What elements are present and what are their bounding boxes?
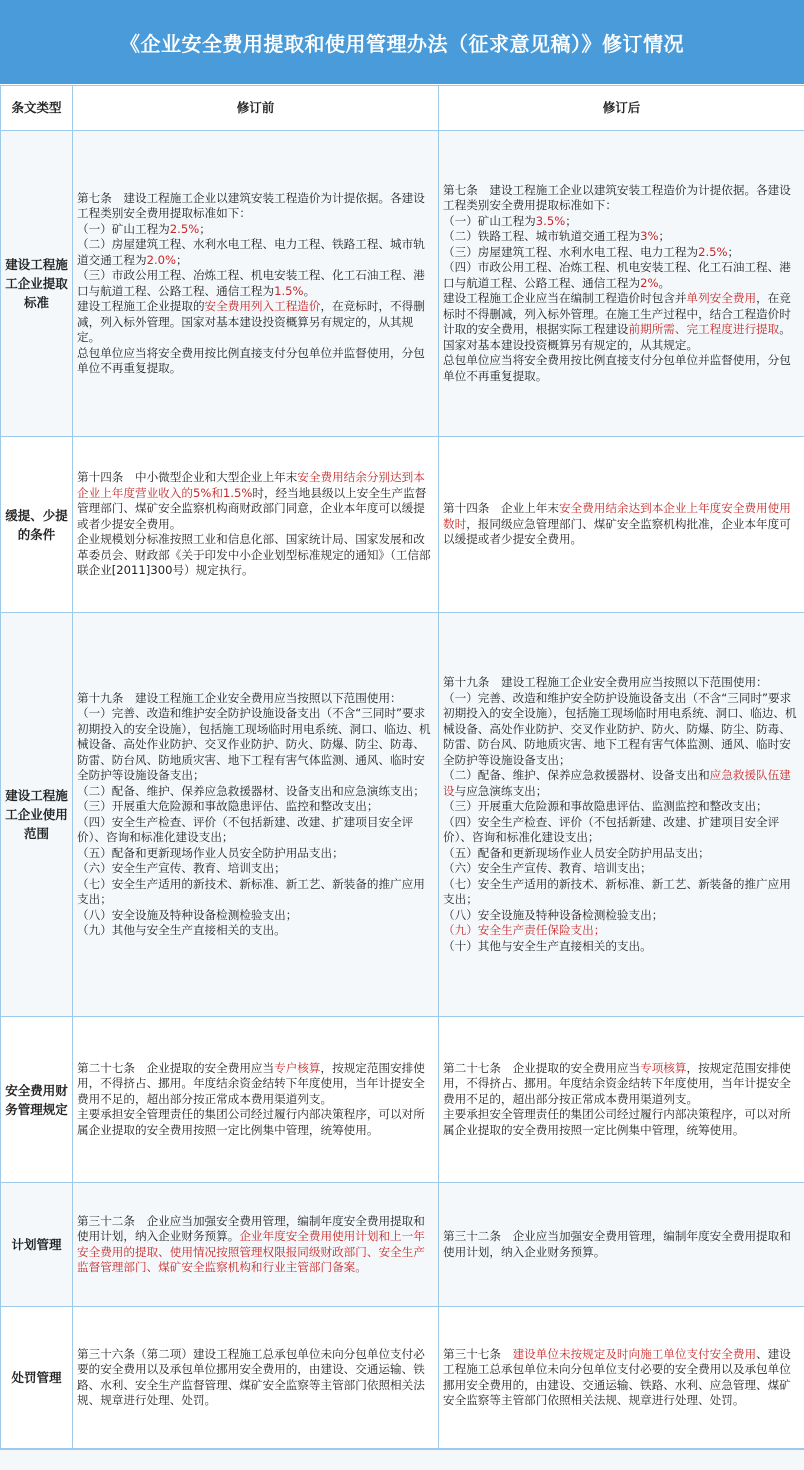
clause-paragraph xyxy=(77,299,434,346)
clause-text: 第十九条 建设工程施工企业安全费用应当按照以下范围使用： xyxy=(77,691,402,705)
clause-text: ，按规定范围安排使用，不得挤占、挪用。年度结余资金结转下年度使用，当年计提安全费用不足的，超出部分按正常成本费用渠道列支。 xyxy=(77,1061,425,1106)
revised-highlight-text: 3.5% xyxy=(536,214,565,228)
table-row xyxy=(1,613,804,1017)
clause-paragraph xyxy=(443,260,800,291)
revised-highlight-text: 建设单位未按规定及时向施工单位支付安全费用 xyxy=(513,1347,756,1361)
table-row xyxy=(1,131,804,437)
clause-text: ； xyxy=(176,253,188,267)
clause-text: （五）配备和更新现场作业人员安全防护用品支出； xyxy=(443,846,710,860)
clause-paragraph xyxy=(77,470,434,532)
clause-text: 与应急演练支出； xyxy=(455,784,548,798)
clause-text: （四）安全生产检查、评价（不包括新建、改建、扩建项目安全评价）、咨询和标准化建设支出； xyxy=(443,815,779,845)
header-after: 修订后 xyxy=(439,86,804,131)
clause-paragraph xyxy=(77,191,434,222)
table-row xyxy=(1,1017,804,1183)
revised-highlight-text: 3% xyxy=(640,229,658,243)
clause-text: ； xyxy=(565,214,577,228)
clause-paragraph xyxy=(443,846,800,862)
clause-text: （三）开展重大危险源和事故隐患评估、监控和整改支出； xyxy=(77,799,378,813)
clause-paragraph xyxy=(77,532,434,579)
clause-text: （七）安全生产适用的新技术、新标准、新工艺、新装备的推广应用支出； xyxy=(443,877,791,907)
clause-type-cell: 处罚管理 xyxy=(1,1307,73,1449)
clause-text: 时，经当地县级以上安全生产监督管理部门、煤矿安全监察机构商财政部门同意，企业本年度可以缓提或者少提安全费用。 xyxy=(77,486,426,531)
clause-text: （一）矿山工程为 xyxy=(77,222,170,236)
clause-paragraph xyxy=(77,268,434,299)
clause-paragraph xyxy=(443,214,800,230)
clause-paragraph xyxy=(77,923,434,939)
clause-text: （四）安全生产检查、评价（不包括新建、改建、扩建项目安全评价）、咨询和标准化建设支出； xyxy=(77,815,413,845)
revised-highlight-text: 安全费用结余达到本企业上年度安全费用使用数时 xyxy=(443,501,791,531)
clause-text: （三）房屋建筑工程、水利水电工程、电力工程为 xyxy=(443,245,698,259)
revised-highlight-text: 2.5% xyxy=(698,245,727,259)
clause-paragraph xyxy=(77,1214,434,1276)
clause-paragraph xyxy=(443,1229,800,1260)
clause-text: ，在竞标时，不得删减，列入标外管理。国家对基本建设投资概算另有规定的，从其规定。 xyxy=(77,299,425,344)
clause-text: （七）安全生产适用的新技术、新标准、新工艺、新装备的推广应用支出； xyxy=(77,877,425,907)
clause-paragraph xyxy=(443,501,800,548)
clause-paragraph xyxy=(443,877,800,908)
clause-text: 第二十七条 企业提取的安全费用应当 xyxy=(77,1061,274,1075)
clause-text: ，在竞标时不得删减，列入标外管理。在施工生产过程中，结合工程造价时计取的安全费用，根据实际工程建设 xyxy=(443,291,791,336)
clause-paragraph xyxy=(443,861,800,877)
clause-text: 主要承担安全管理责任的集团公司经过履行内部决策程序，可以对所属企业提取的安全费用按照一定比例集中管理，统筹使用。 xyxy=(77,1107,425,1137)
clause-paragraph xyxy=(77,346,434,377)
table-body xyxy=(1,131,804,1449)
before-text-cell xyxy=(73,437,439,613)
clause-text: 第十四条 中小微型企业和大型企业上年末 xyxy=(77,470,297,484)
clause-text: （九）其他与安全生产直接相关的支出。 xyxy=(77,923,286,937)
clause-text: 建设工程施工企业提取的 xyxy=(77,299,205,313)
header-before: 修订前 xyxy=(73,86,439,131)
clause-paragraph xyxy=(443,675,800,691)
clause-paragraph xyxy=(443,1107,800,1138)
after-text-cell xyxy=(439,437,804,613)
revised-highlight-text: 安全费用列入工程造价 xyxy=(205,299,321,313)
clause-type-cell: 建设工程施工企业提取标准 xyxy=(1,131,73,437)
clause-text: （二）铁路工程、城市轨道交通工程为 xyxy=(443,229,640,243)
clause-paragraph xyxy=(443,768,800,799)
before-text-cell xyxy=(73,1183,439,1307)
clause-text: 第七条 建设工程施工企业以建筑安装工程造价为计提依据。各建设工程类别安全费用提取标准如下： xyxy=(77,191,425,221)
table-row xyxy=(1,1183,804,1307)
clause-text: 第三十六条（第二项）建设工程施工总承包单位未向分包单位支付必要的安全费用以及承包单位挪用安全费用的，由建设、交通运输、铁路、水利、安全生产监督管理、煤矿安全监察等主管部门依照相关法规、规章进行处理、处罚。 xyxy=(77,1347,425,1408)
clause-text: ； xyxy=(659,229,671,243)
after-text-cell xyxy=(439,1307,804,1449)
clause-text: 第七条 建设工程施工企业以建筑安装工程造价为计提依据。各建设工程类别安全费用提取标准如下： xyxy=(443,183,791,213)
clause-text: （三）市政公用工程、冶炼工程、机电安装工程、化工石油工程、港口与航道工程、公路工程、通信工程为 xyxy=(77,268,425,298)
revised-highlight-text: 前期所需、完工程度进行提取 xyxy=(629,322,780,336)
clause-text: ，按规定范围安排使用，不得挤占、挪用。年度结余资金结转下年度使用，当年计提安全费用不足的，超出部分按正常成本费用渠道列支。 xyxy=(443,1061,791,1106)
clause-paragraph xyxy=(77,908,434,924)
clause-text: 、建设工程施工总承包单位未向分包单位支付必要的安全费用以及承包单位挪用安全费用的，由建设、交通运输、铁路、水利、应急管理、煤矿安全监察等主管部门依照相关法规、规章进行处理、处罚。 xyxy=(443,1347,791,1408)
clause-text: （四）市政公用工程、冶炼工程、机电安装工程、化工石油工程、港口与航道工程、公路工程、通信工程为 xyxy=(443,260,791,290)
clause-type-cell: 安全费用财务管理规定 xyxy=(1,1017,73,1183)
clause-text: （二）配备、维护、保养应急救援器材、设备支出和应急演练支出； xyxy=(77,784,425,798)
clause-paragraph xyxy=(77,1107,434,1138)
clause-text: 第十九条 建设工程施工企业安全费用应当按照以下范围使用： xyxy=(443,675,768,689)
clause-type-cell: 计划管理 xyxy=(1,1183,73,1307)
clause-text: 总包单位应当将安全费用按比例直接支付分包单位并监督使用，分包单位不再重复提取。 xyxy=(77,346,425,376)
clause-type-cell: 缓提、少提的条件 xyxy=(1,437,73,613)
table-header-row xyxy=(1,86,804,131)
clause-text: ； xyxy=(199,222,211,236)
clause-text: （一）完善、改造和维护安全防护设施设备支出（不含“三同时”要求初期投入的安全设施），包括施工现场临时用电系统、洞口、临边、机械设备、高处作业防护、交叉作业防护、防火、防爆、防尘、防毒、防雷、防台风、防地质灾害、地下工程有害气体监测、通风、临时安全防护等设施设备支出； xyxy=(77,706,431,782)
revised-highlight-text: （九）安全生产责任保险支出； xyxy=(443,923,605,937)
clause-text: 企业规模划分标准按照工业和信息化部、国家统计局、国家发展和改革委员会、财政部《关于印发中小企业划型标准规定的通知》（工信部联企业[2011]300号）规定执行。 xyxy=(77,532,431,577)
revised-highlight-text: 2% xyxy=(640,276,658,290)
table-row xyxy=(1,1307,804,1449)
clause-text: 。国家对基本建设投资概算另有规定的，从其规定。 xyxy=(443,322,791,352)
clause-type-cell: 建设工程施工企业使用范围 xyxy=(1,613,73,1017)
header-clause-type: 条文类型 xyxy=(1,86,73,131)
clause-paragraph xyxy=(443,815,800,846)
clause-paragraph xyxy=(77,691,434,707)
clause-text: （八）安全设施及特种设备检测检验支出； xyxy=(443,908,663,922)
revision-table xyxy=(0,85,804,1449)
clause-text: （一）完善、改造和维护安全防护设施设备支出（不含“三同时”要求初期投入的安全设施），包括施工现场临时用电系统、洞口、临边、机械设备、高处作业防护、交叉作业防护、防火、防爆、防尘、防毒、防雷、防台风、防地质灾害、地下工程有害气体监测、通风、临时安全防护等设施设备支出； xyxy=(443,691,797,767)
revised-highlight-text: 应急救援队伍建设 xyxy=(443,768,791,798)
clause-paragraph xyxy=(77,799,434,815)
clause-text: 第二十七条 企业提取的安全费用应当 xyxy=(443,1061,640,1075)
before-text-cell xyxy=(73,1307,439,1449)
clause-paragraph xyxy=(443,353,800,384)
after-text-cell xyxy=(439,131,804,437)
revised-highlight-text: 1.5% xyxy=(274,284,303,298)
before-text-cell xyxy=(73,1017,439,1183)
clause-text: ，报同级应急管理部门、煤矿安全监察机构批准，企业本年度可以缓提或者少提安全费用。 xyxy=(443,517,791,547)
clause-text: 第三十二条 企业应当加强安全费用管理，编制年度安全费用提取和使用计划，纳入企业财务预算。 xyxy=(77,1214,425,1244)
clause-text: 建设工程施工企业应当在编制工程造价时包含并 xyxy=(443,291,686,305)
clause-paragraph xyxy=(443,923,800,939)
clause-text: 第十四条 企业上年末 xyxy=(443,501,559,515)
clause-text: 第三十七条 xyxy=(443,1347,513,1361)
clause-text: 。 xyxy=(659,276,671,290)
revised-highlight-text: 专项核算 xyxy=(640,1061,686,1075)
clause-paragraph xyxy=(443,691,800,769)
clause-paragraph xyxy=(77,846,434,862)
clause-paragraph xyxy=(77,237,434,268)
clause-paragraph xyxy=(443,908,800,924)
clause-text: （五）配备和更新现场作业人员安全防护用品支出； xyxy=(77,846,344,860)
revised-highlight-text: 专户核算 xyxy=(274,1061,320,1075)
clause-paragraph xyxy=(443,183,800,214)
clause-text: 第三十二条 企业应当加强安全费用管理，编制年度安全费用提取和使用计划，纳入企业财务预算。 xyxy=(443,1229,791,1259)
after-text-cell xyxy=(439,613,804,1017)
clause-paragraph xyxy=(443,939,800,955)
clause-text: 总包单位应当将安全费用按比例直接支付分包单位并监督使用，分包单位不再重复提取。 xyxy=(443,353,791,383)
clause-paragraph xyxy=(77,706,434,784)
clause-paragraph xyxy=(77,1061,434,1108)
clause-paragraph xyxy=(443,1347,800,1409)
clause-text: （八）安全设施及特种设备检测检验支出； xyxy=(77,908,297,922)
clause-text: （六）安全生产宣传、教育、培训支出； xyxy=(77,861,286,875)
clause-paragraph xyxy=(443,799,800,815)
after-text-cell xyxy=(439,1183,804,1307)
clause-text: ； xyxy=(728,245,740,259)
clause-text: （六）安全生产宣传、教育、培训支出； xyxy=(443,861,652,875)
clause-paragraph xyxy=(77,861,434,877)
revised-highlight-text: 2.5% xyxy=(170,222,199,236)
clause-text: 。 xyxy=(304,284,316,298)
clause-paragraph xyxy=(77,877,434,908)
clause-text: （二）配备、维护、保养应急救援器材、设备支出和 xyxy=(443,768,710,782)
clause-text: 主要承担安全管理责任的集团公司经过履行内部决策程序，可以对所属企业提取的安全费用按照一定比例集中管理，统筹使用。 xyxy=(443,1107,791,1137)
clause-paragraph xyxy=(443,1061,800,1108)
clause-paragraph xyxy=(77,784,434,800)
clause-paragraph xyxy=(443,291,800,353)
after-text-cell xyxy=(439,1017,804,1183)
page-title: 《企业安全费用提取和使用管理办法（征求意见稿）》修订情况 xyxy=(0,0,804,85)
before-text-cell xyxy=(73,131,439,437)
clause-text: （十）其他与安全生产直接相关的支出。 xyxy=(443,939,652,953)
clause-paragraph xyxy=(443,229,800,245)
before-text-cell xyxy=(73,613,439,1017)
revised-highlight-text: 企业年度安全费用使用计划和上一年安全费用的提取、使用情况按照管理权限报同级财政部门、安全生产监督管理部门、煤矿安全监察机构和行业主管部门备案。 xyxy=(77,1229,425,1274)
table-bottom-strip xyxy=(0,1449,804,1470)
clause-text: （一）矿山工程为 xyxy=(443,214,536,228)
clause-text: （二）房屋建筑工程、水利水电工程、电力工程、铁路工程、城市轨道交通工程为 xyxy=(77,237,425,267)
revised-highlight-text: 2.0% xyxy=(147,253,176,267)
clause-paragraph xyxy=(77,222,434,238)
revised-highlight-text: 安全费用结余分别达到本企业上年度营业收入的5%和1.5% xyxy=(77,470,425,500)
clause-paragraph xyxy=(77,1347,434,1409)
revised-highlight-text: 单列安全费用 xyxy=(686,291,756,305)
table-row xyxy=(1,437,804,613)
clause-paragraph xyxy=(77,815,434,846)
clause-paragraph xyxy=(443,245,800,261)
clause-text: （三）开展重大危险源和事故隐患评估、监测监控和整改支出； xyxy=(443,799,768,813)
